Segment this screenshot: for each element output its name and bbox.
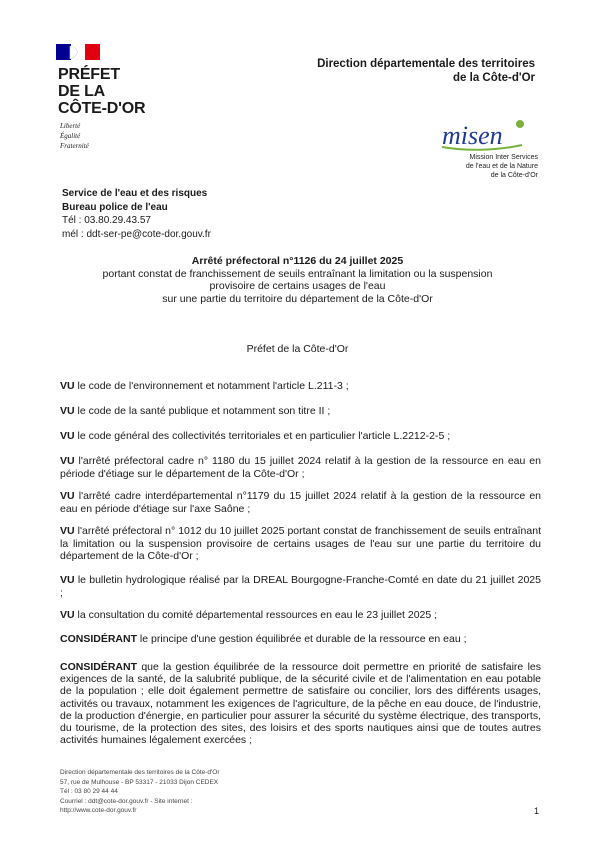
arrete-subtitle-1: portant constat de franchissement de seuils entraînant la limitation ou la suspension: [102, 267, 493, 280]
direction-line-2: de la Côte-d'Or: [453, 72, 535, 84]
service-block: [62, 187, 211, 241]
page-number: 1: [534, 806, 540, 816]
arrete-subtitle-3: sur une partie du territoire du département de la Côte-d'Or: [162, 292, 433, 305]
prefet-line-3: CÔTE-D'OR: [58, 100, 146, 117]
arrete-title: Arrêté préfectoral n°1126 du 24 juillet 2025: [191, 255, 404, 267]
prefet-line-2: DE LA: [58, 83, 106, 100]
visa-text: le bulletin hydrologique réalisé par la DREAL Bourgogne-Franche-Comté en date du 21 juillet 2025 ;: [60, 574, 541, 599]
footer-line: 57, rue de Mulhouse - BP 53317 - 21033 Dijon CEDEX: [60, 778, 219, 786]
footer-url: http://www.cote-dor.gouv.fr: [60, 807, 137, 814]
service-mail: mél : ddt-ser-pe@cote-dor.gouv.fr: [62, 228, 211, 240]
prefet-logo-text: [58, 66, 145, 117]
visa-keyword: VU: [60, 405, 75, 417]
prefet-title: Préfet de la Côte-d'Or: [246, 343, 349, 355]
svg-text:misen: misen: [442, 121, 503, 150]
motto-fraternite: Fraternité: [60, 142, 89, 150]
visa-item: [60, 525, 541, 563]
prefet-line-1: PRÉFET: [58, 66, 120, 83]
footer-line: Direction départementale des territoires de la Côte-d'Or: [60, 769, 220, 776]
arrete-title-block: [60, 255, 535, 305]
visa-keyword: VU: [60, 455, 75, 467]
misen-sub-3: de la Côte-d'Or: [490, 172, 538, 179]
misen-sub-2: de l'eau et de la Nature: [465, 163, 538, 170]
considerant-keyword: CONSIDÉRANT: [60, 661, 138, 673]
page-footer: [60, 768, 219, 816]
visa-item: [60, 574, 541, 599]
service-name: Service de l'eau et des risques: [62, 188, 208, 199]
service-tel: Tél : 03.80.29.43.57: [62, 215, 151, 226]
visa-item: [60, 490, 541, 515]
direction-header: [317, 57, 535, 85]
considerant-keyword: CONSIDÉRANT: [60, 633, 138, 645]
misen-subtitle: [428, 153, 538, 180]
footer-line: Tél : 03 80 29 44 44: [60, 788, 118, 795]
visa-item: [60, 405, 541, 418]
visa-keyword: VU: [60, 609, 75, 621]
visa-text: l'arrêté préfectoral n° 1012 du 10 juillet 2025 portant constat de franchissement de seuils entraînant la limitation ou la suspension provisoire de certains usages de l'eau sur une partie du territoire du département de la Côte-d'Or ;: [60, 525, 541, 562]
visa-text: la consultation du comité départemental ressources en eau le 23 juillet 2025 ;: [74, 609, 438, 621]
considerant-item: [60, 661, 541, 746]
motto-liberte: Liberté: [60, 122, 81, 130]
visa-item: [60, 609, 541, 622]
visa-text: le code général des collectivités territoriales et en particulier l'article L.2212-2-5 ;: [74, 430, 451, 442]
misen-sub-1: Mission Inter Services: [469, 154, 538, 161]
visa-keyword: VU: [60, 574, 75, 586]
visa-text: l'arrêté cadre interdépartemental n°1179 du 15 juillet 2024 relatif à la gestion de la ressource en eau en période d'étiage sur l'axe Saône ;: [60, 490, 541, 515]
misen-logo-icon: [440, 118, 526, 152]
visa-item: [60, 380, 541, 393]
considerant-text: le principe d'une gestion équilibrée et durable de la ressource en eau ;: [137, 633, 467, 645]
arrete-subtitle-2: provisoire de certains usages de l'eau: [209, 280, 386, 292]
considerant-item: [60, 633, 541, 646]
visa-keyword: VU: [60, 525, 75, 537]
visa-keyword: VU: [60, 430, 75, 442]
visa-item: [60, 430, 541, 443]
considerant-text: que la gestion équilibrée de la ressource doit permettre en priorité de satisfaire les exigences de la santé, de la salubrité publique, de la sécurité civile et de l'alimentation en eau potable de la population ; elle doit également permettre de satisfaire ou concilier, lors des différents usages, activités ou travaux, notamment les exigences de l'agriculture, de la pêche en eau douce, de l'industrie, de la production d'énergie, en particulier pour assurer la sécurité du système électrique, des transports, du tourisme, de la protection des sites, des loisirs et des sports nautiques ainsi que de toutes autres activités humaines légalement exercées ;: [60, 661, 541, 747]
footer-line: Courriel : ddt@cote-dor.gouv.fr - Site internet :: [60, 797, 193, 805]
visa-keyword: VU: [60, 490, 75, 502]
marianne-flag-icon: [56, 44, 100, 60]
visa-text: le code de l'environnement et notamment l'article L.211-3 ;: [74, 380, 349, 392]
republic-motto: [60, 121, 89, 151]
visa-keyword: VU: [60, 380, 75, 392]
motto-egalite: Égalité: [60, 132, 81, 140]
direction-line-1: Direction départementale des territoires: [317, 58, 535, 70]
visa-text: le code de la santé publique et notamment son titre II ;: [74, 405, 331, 417]
bureau-name: Bureau police de l'eau: [62, 201, 168, 213]
visa-text: l'arrêté préfectoral cadre n° 1180 du 15 juillet 2024 relatif à la gestion de la ressource en eau en période d'étiage sur le département de la Côte-d'Or ;: [60, 455, 541, 480]
visa-item: [60, 455, 541, 480]
